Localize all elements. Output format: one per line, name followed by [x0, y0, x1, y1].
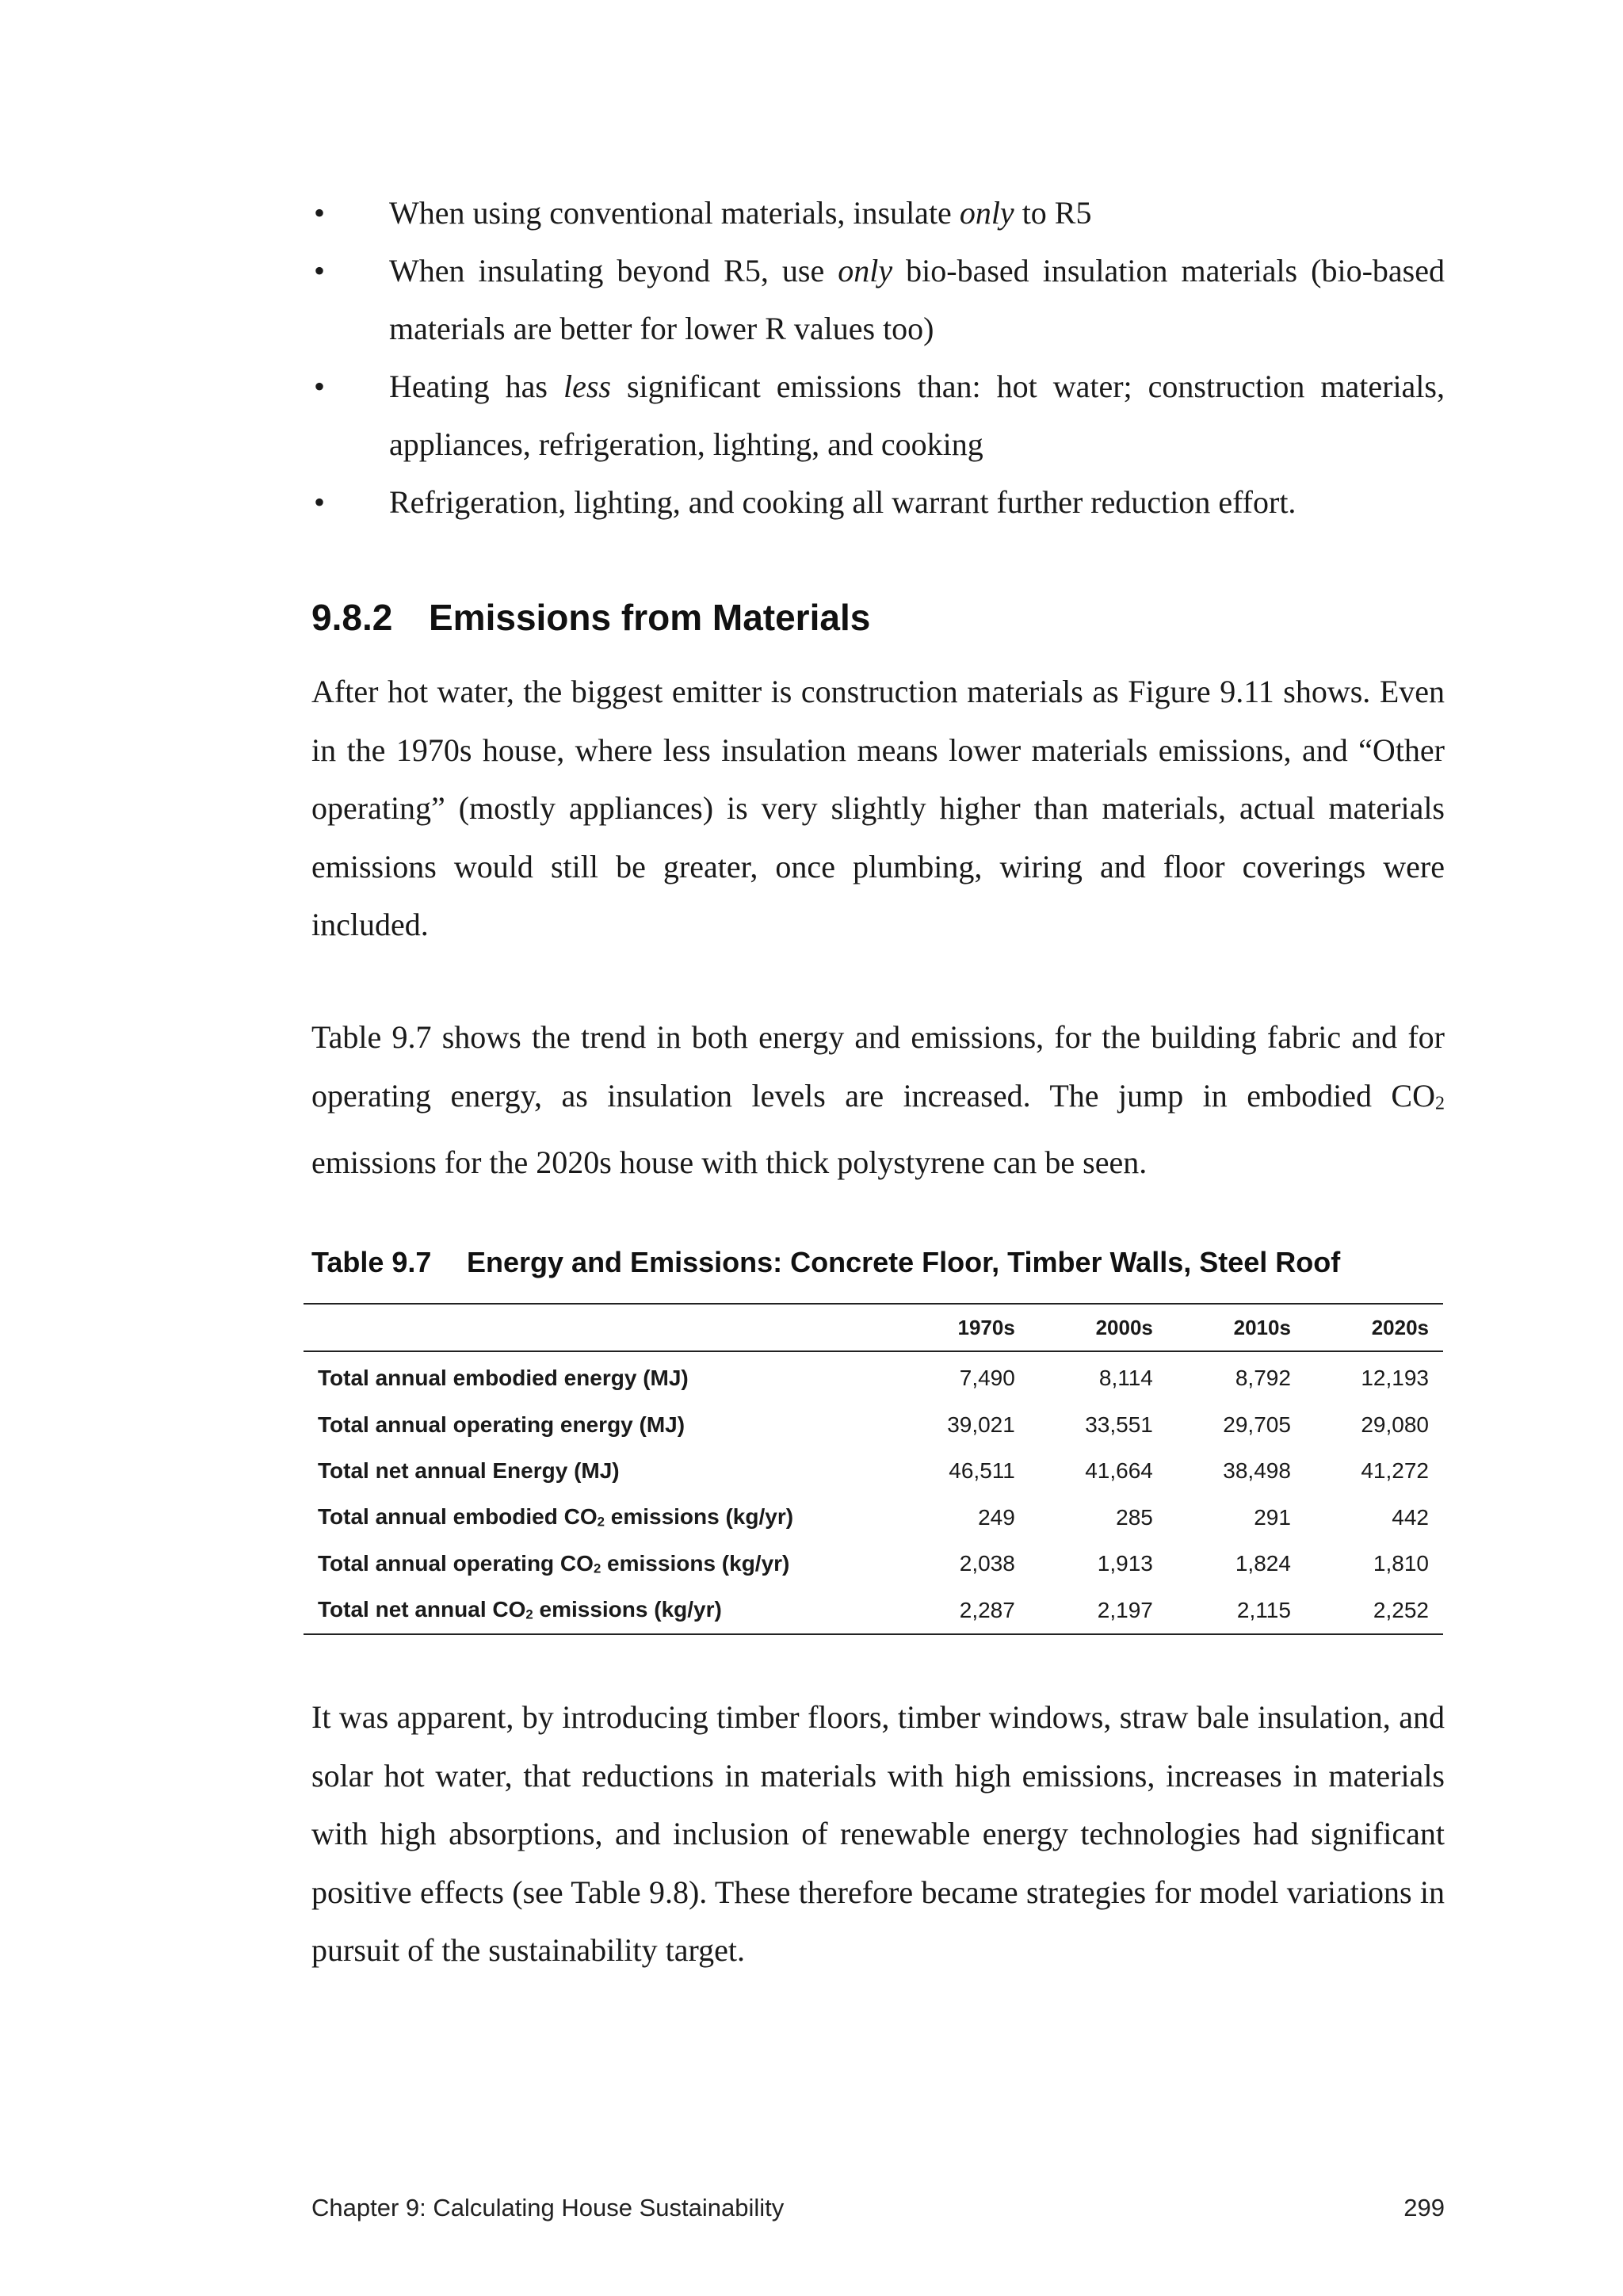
table-row [304, 1402, 1443, 1449]
table-cell: 41,272 [1361, 1458, 1429, 1484]
table-row [304, 1495, 1443, 1541]
bullet-item: • Refrigeration, lighting, and cooking all warrant further reduction effort. [311, 473, 1445, 531]
column-header: 2010s [1233, 1315, 1291, 1339]
table-cell: 1,913 [1097, 1551, 1153, 1576]
row-label: Total annual embodied energy (MJ) [318, 1366, 689, 1391]
table-cell: 2,038 [959, 1551, 1015, 1576]
table-cell: 442 [1392, 1504, 1429, 1530]
section-heading [311, 596, 870, 639]
table-row [304, 1448, 1443, 1495]
bullet-list [311, 184, 1445, 531]
table-cell: 7,490 [959, 1366, 1015, 1391]
table-cell: 8,792 [1235, 1366, 1291, 1391]
column-header: 2000s [1095, 1315, 1153, 1339]
table-cell: 46,511 [949, 1458, 1015, 1484]
table-cell: 285 [1116, 1504, 1153, 1530]
table-cell: 29,705 [1223, 1412, 1291, 1437]
body-paragraph: It was apparent, by introducing timber floors, timber windows, straw bale insulation, and solar hot water, that reductions in materials with high emissions, increases in materials with high absorptions, and inclusion of renewable energy technologies had significant positive effects (see Table 9.8). These therefore became strategies for model variations in pursuit of the sustainability target. [311, 1699, 1445, 1968]
table-cell: 8,114 [1098, 1366, 1153, 1391]
table-cell: 2,287 [959, 1597, 1015, 1622]
table-cell: 12,193 [1361, 1366, 1429, 1391]
table-cell: 2,197 [1097, 1597, 1153, 1622]
row-label: Total net annual Energy (MJ) [318, 1458, 620, 1484]
table-cell: 38,498 [1223, 1458, 1291, 1484]
table-cell: 39,021 [947, 1412, 1015, 1437]
bullet-item: • When using conventional materials, insulate only to R5 [311, 184, 1445, 242]
table-row [304, 1541, 1443, 1587]
bullet-item: • When insulating beyond R5, use only bio-based insulation materials (bio-based materials are better for lower R values too) [311, 242, 1445, 357]
table-cell: 291 [1254, 1504, 1291, 1530]
section-number: 9.8.2 [311, 597, 393, 638]
body-paragraph: Table 9.7 shows the trend in both energy and emissions, for the building fabric and for operating energy, as insulation levels are increased. The jump in embodied $CO_2$ emissions for the 2020s house with thick polystyrene can be seen. [311, 1019, 1445, 1180]
table-title: Energy and Emissions: Concrete Floor, Timber Walls, Steel Roof [467, 1246, 1341, 1278]
bullet-dot-icon: • [313, 253, 325, 288]
table-row [304, 1587, 1443, 1635]
row-label: Total net annual $CO_2$ emissions (kg/yr) [318, 1597, 722, 1622]
table-caption [311, 1246, 1340, 1279]
energy-emissions-table [304, 1303, 1443, 1635]
bullet-item: • Heating has less significant emissions than: hot water; construction materials, appliances, refrigeration, lighting, and cooking [311, 357, 1445, 473]
bullet-dot-icon: • [313, 195, 325, 231]
table-number: Table 9.7 [311, 1246, 432, 1278]
table-cell: 29,080 [1361, 1412, 1429, 1437]
table-cell: 33,551 [1085, 1412, 1153, 1437]
bullet-dot-icon: • [313, 369, 325, 404]
table-cell: 1,810 [1373, 1551, 1429, 1576]
table-cell: 2,252 [1373, 1597, 1429, 1622]
section-title: Emissions from Materials [429, 597, 871, 638]
body-paragraph: After hot water, the biggest emitter is construction materials as Figure 9.11 shows. Even in the 1970s house, where less insulation means lower materials emissions, and “Other operating” (mostly appliances) is very slightly higher than materials, actual materials emissions would still be greater, once plumbing, wiring and floor coverings were included. [311, 674, 1445, 942]
column-header: 1970s [957, 1315, 1015, 1339]
header-blank [304, 1304, 892, 1351]
table-row [304, 1351, 1443, 1402]
column-header: 2020s [1371, 1315, 1429, 1339]
row-label: Total annual operating energy (MJ) [318, 1412, 685, 1437]
bullet-dot-icon: • [313, 484, 325, 520]
row-label: Total annual embodied $CO_2$ emissions (kg/yr) [318, 1504, 794, 1530]
row-label: Total annual operating $CO_2$ emissions (kg/yr) [318, 1550, 790, 1576]
table-cell: 2,115 [1236, 1597, 1291, 1622]
footer-chapter: Chapter 9: Calculating House Sustainability [311, 2194, 785, 2222]
page-footer [311, 2194, 1445, 2222]
table-cell: 249 [978, 1504, 1015, 1530]
table-cell: 41,664 [1085, 1458, 1153, 1484]
table-cell: 1,824 [1235, 1551, 1291, 1576]
table-header-row [304, 1304, 1443, 1351]
page-number: 299 [1403, 2194, 1445, 2222]
